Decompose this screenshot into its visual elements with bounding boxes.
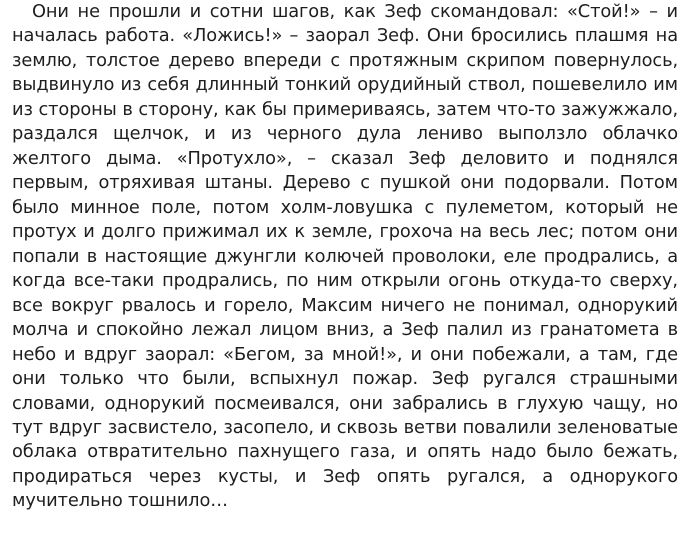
body-paragraph: Они не прошли и сотни шагов, как Зеф скомандовал: «Стой!» – и началась работа. «Ложись!» – заорал Зеф. Они бросились плашмя на землю, толстое дерево впереди с протяжным скрипом повернулось, выдвинуло из себя длинный тонкий орудийный ствол, пошевелило им из стороны в сторону, как бы примериваясь, затем что-то зажужжало, раздался щелчок, и из черного дула лениво выползло облачко желтого дыма. «Протухло», – сказал Зеф деловито и поднялся первым, отряхивая штаны. Дерево с пушкой они подорвали. Потом было минное поле, потом холм-ловушка с пулеметом, который не протух и долго прижимал их к земле, грохоча на весь лес; потом они попали в настоящие джунгли колючей проволоки, еле продрались, а когда все-таки продрались, по ним открыли огонь откуда-то сверху, все вокруг рвалось и горело, Максим ничего не понимал, однорукий молча и спокойно лежал лицом вниз, а Зеф палил из гранатомета в небо и вдруг заорал: «Бегом, за мной!», и они побежали, а там, где они только что были, вспыхнул пожар. Зеф ругался страшными словами, однорукий посмеивался, они забрались в глухую чащу, но тут вдруг засвистело, засопело, и сквозь ветви повалили зеленоватые облака отвратительно пахнущего газа, и опять надо было бежать, продираться через кусты, и Зеф опять ругался, а однорукого мучительно тошнило…: [12, 1, 678, 512]
